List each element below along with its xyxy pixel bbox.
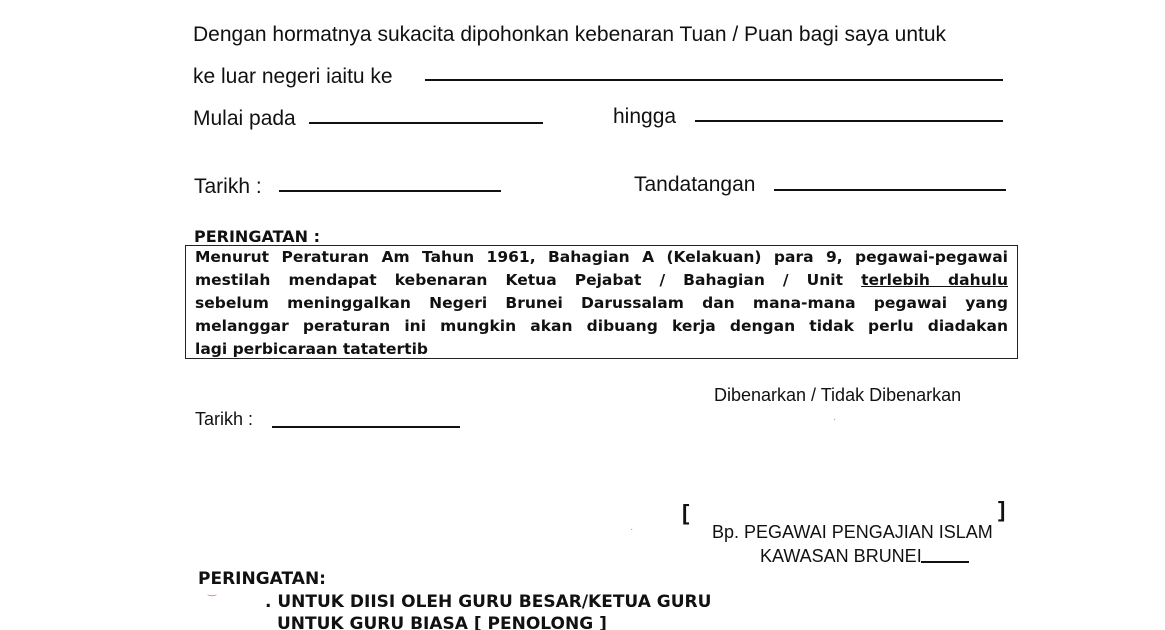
district-field-line[interactable] bbox=[921, 561, 969, 563]
approval-status-text: Dibenarkan / Tidak Dibenarkan bbox=[714, 385, 962, 405]
warning-heading: PERINGATAN : bbox=[194, 227, 321, 246]
approval-tarikh-label: Tarikh : bbox=[195, 409, 254, 429]
warning-text-line2 bbox=[195, 273, 1008, 289]
approval-date-field-line[interactable] bbox=[272, 426, 460, 428]
destination-field-line[interactable] bbox=[425, 79, 1003, 81]
date-field-line[interactable] bbox=[279, 190, 501, 192]
footer-note-1: . UNTUK DIISI OLEH GURU BESAR/KETUA GURU bbox=[265, 592, 712, 612]
warning-text-line2-main: mestilah mendapat kebenaran Ketua Pejabat / Bahagian / Unit bbox=[195, 271, 844, 289]
start-date-field-line[interactable] bbox=[309, 122, 543, 124]
scan-speck: ‿ bbox=[208, 586, 217, 597]
footer-note-2: UNTUK GURU BIASA [ PENOLONG ] bbox=[277, 614, 607, 630]
intro-text-line1: Dengan hormatnya sukacita dipohonkan kebenaran Tuan / Puan bagi saya untuk bbox=[193, 23, 947, 46]
warning-text-line1: Menurut Peraturan Am Tahun 1961, Bahagian A (Kelakuan) para 9, pegawai-pegawai bbox=[195, 248, 1008, 266]
warning-text-line4: melanggar peraturan ini mungkin akan dibuang kerja dengan tidak perlu diadakan bbox=[195, 317, 1008, 335]
signatory-title-line2: KAWASAN BRUNEI bbox=[760, 546, 922, 566]
warning-text-line3: sebelum meninggalkan Negeri Brunei Darussalam dan mana-mana pegawai yang bbox=[195, 294, 1008, 312]
bracket-close: ] bbox=[998, 497, 1006, 522]
bracket-open: [ bbox=[682, 500, 690, 525]
footer-heading: PERINGATAN: bbox=[198, 569, 326, 589]
warning-text-emphasis: terlebih dahulu bbox=[861, 271, 1008, 289]
scan-speck: · bbox=[833, 414, 837, 425]
signatory-title-line1: Bp. PEGAWAI PENGAJIAN ISLAM bbox=[712, 522, 993, 542]
hingga-label: hingga bbox=[613, 105, 677, 128]
mulai-label: Mulai pada bbox=[193, 107, 296, 130]
tandatangan-label: Tandatangan bbox=[634, 173, 756, 196]
end-date-field-line[interactable] bbox=[695, 120, 1003, 122]
tarikh-label: Tarikh : bbox=[194, 175, 262, 198]
warning-text-line5: lagi perbicaraan tatatertib bbox=[195, 340, 428, 358]
signature-field-line[interactable] bbox=[774, 189, 1006, 191]
intro-text-line2: ke luar negeri iaitu ke bbox=[193, 65, 393, 88]
scan-speck: · bbox=[630, 524, 634, 535]
